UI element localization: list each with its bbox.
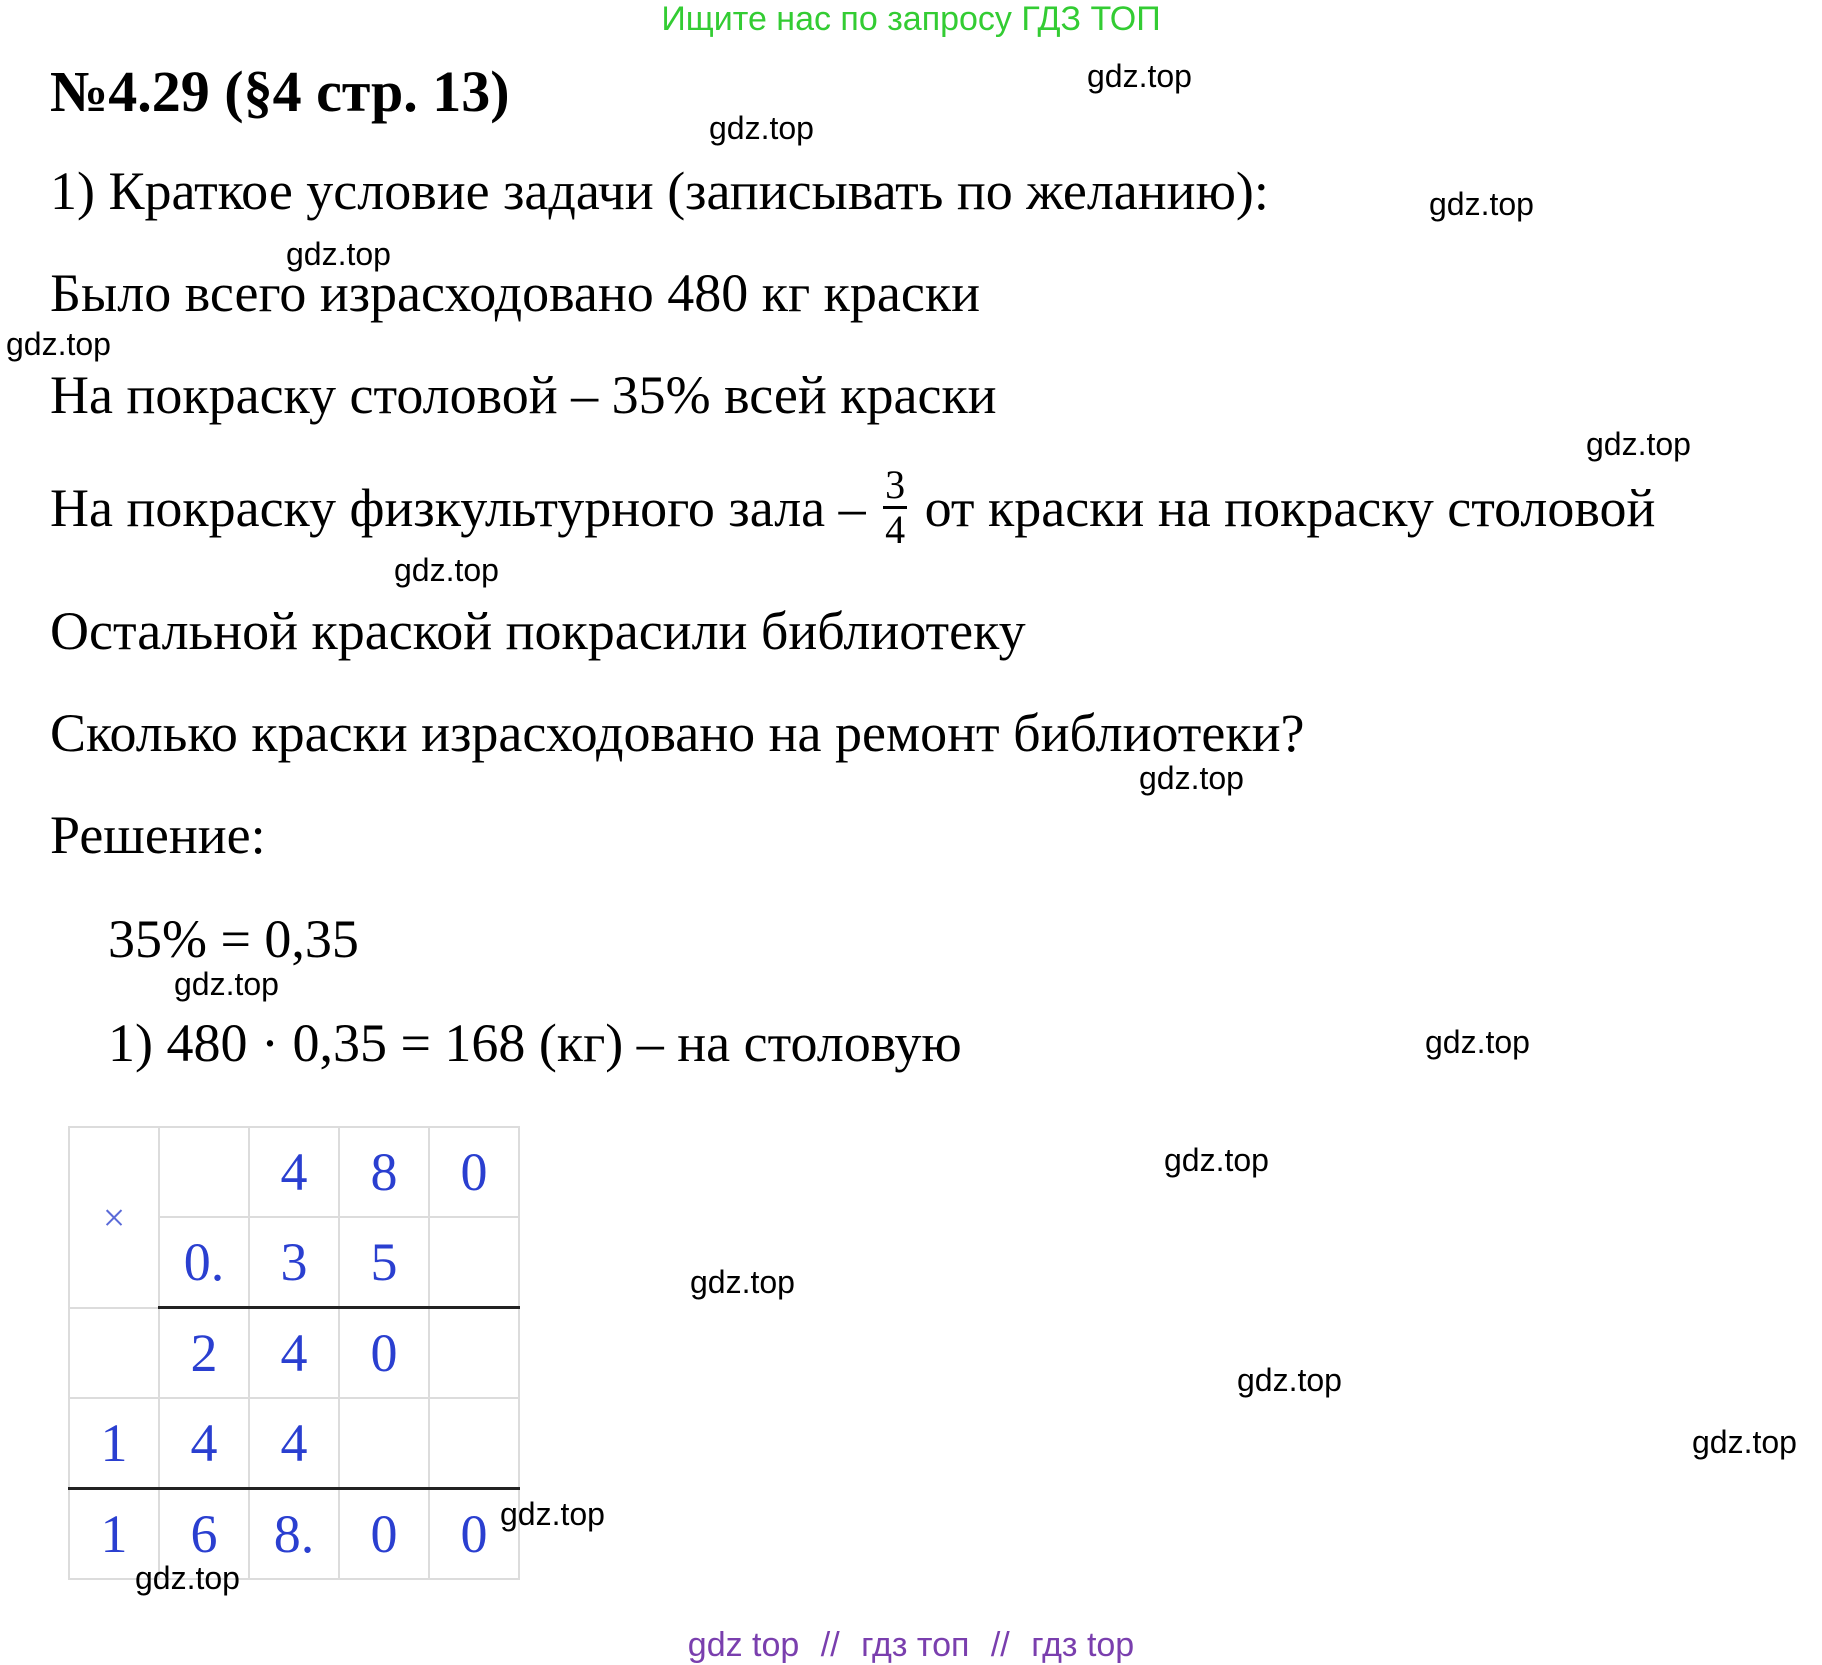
grid-cell: 4 (249, 1127, 339, 1217)
grid-cell: 1 (69, 1489, 159, 1580)
footer-separator: // (990, 1626, 1010, 1664)
gym-text-before: На покраску физкультурного зала – (50, 477, 866, 538)
grid-cell (429, 1398, 519, 1489)
grid-cell: 0. (159, 1217, 249, 1308)
grid-cell: 1 (69, 1398, 159, 1489)
footer-link-gdz-top-mixed[interactable]: гдз top (1031, 1626, 1135, 1664)
watermark: gdz.top (1586, 426, 1691, 462)
solution-header: Решение: (50, 805, 266, 865)
watermark: gdz.top (286, 236, 391, 272)
grid-cell: 0 (429, 1127, 519, 1217)
watermark: gdz.top (500, 1496, 605, 1532)
grid-cell: 0 (339, 1308, 429, 1399)
grid-row-partial-1 (69, 1308, 519, 1399)
watermark: gdz.top (174, 966, 279, 1002)
condition-line-gym (50, 462, 1656, 557)
grid-cell: 8. (249, 1489, 339, 1580)
grid-cell: 4 (249, 1308, 339, 1399)
condition-line-library: Остальной краской покрасили библиотеку (50, 601, 1026, 661)
grid-cell: 4 (159, 1398, 249, 1489)
footer-link-gdz-top[interactable]: gdz top (687, 1626, 800, 1664)
watermark: gdz.top (709, 110, 814, 146)
grid-cell: 4 (249, 1398, 339, 1489)
watermark: gdz.top (1692, 1424, 1797, 1460)
watermark: gdz.top (1425, 1024, 1530, 1060)
watermark: gdz.top (135, 1560, 240, 1596)
fraction-denominator: 4 (885, 507, 906, 552)
watermark: gdz.top (1237, 1362, 1342, 1398)
watermark: gdz.top (1164, 1142, 1269, 1178)
grid-cell (69, 1308, 159, 1399)
condition-question: Сколько краски израсходовано на ремонт библиотеки? (50, 703, 1305, 763)
fraction-three-quarters (883, 464, 907, 551)
grid-cell (159, 1127, 249, 1217)
footer-link-gdz-top-ru[interactable]: гдз топ (861, 1626, 970, 1664)
multiplication-grid (68, 1126, 520, 1580)
gym-text-after: от краски на покраску столовой (924, 477, 1656, 538)
watermark: gdz.top (1087, 58, 1192, 94)
top-banner: Ищите нас по запросу ГДЗ ТОП (661, 0, 1161, 38)
solution-step-1: 1) 480 · 0,35 = 168 (кг) – на столовую (108, 1013, 962, 1073)
grid-cell (339, 1398, 429, 1489)
grid-cell (429, 1217, 519, 1308)
condition-line-total: Было всего израсходовано 480 кг краски (50, 263, 980, 323)
watermark: gdz.top (690, 1264, 795, 1300)
problem-title: №4.29 (§4 стр. 13) (50, 59, 510, 124)
footer-links (0, 1626, 1822, 1665)
grid-cell (429, 1308, 519, 1399)
footer-separator: // (820, 1626, 840, 1664)
condition-line-dining: На покраску столовой – 35% всей краски (50, 365, 997, 425)
fraction-numerator: 3 (885, 462, 906, 507)
solution-percent-conversion: 35% = 0,35 (108, 909, 359, 969)
grid-cell: 5 (339, 1217, 429, 1308)
grid-cell: 0 (429, 1489, 519, 1580)
grid-cell: 0 (339, 1489, 429, 1580)
grid-cell: 3 (249, 1217, 339, 1308)
watermark: gdz.top (1139, 760, 1244, 796)
grid-row-partial-2 (69, 1398, 519, 1489)
grid-cell: 2 (159, 1308, 249, 1399)
grid-cell: 8 (339, 1127, 429, 1217)
watermark: gdz.top (394, 552, 499, 588)
multiply-sign: × (69, 1127, 159, 1308)
grid-row-multiplicand (69, 1127, 519, 1217)
grid-cell: 6 (159, 1489, 249, 1580)
watermark: gdz.top (1429, 186, 1534, 222)
watermark: gdz.top (6, 326, 111, 362)
condition-header: 1) Краткое условие задачи (записывать по желанию): (50, 161, 1269, 221)
